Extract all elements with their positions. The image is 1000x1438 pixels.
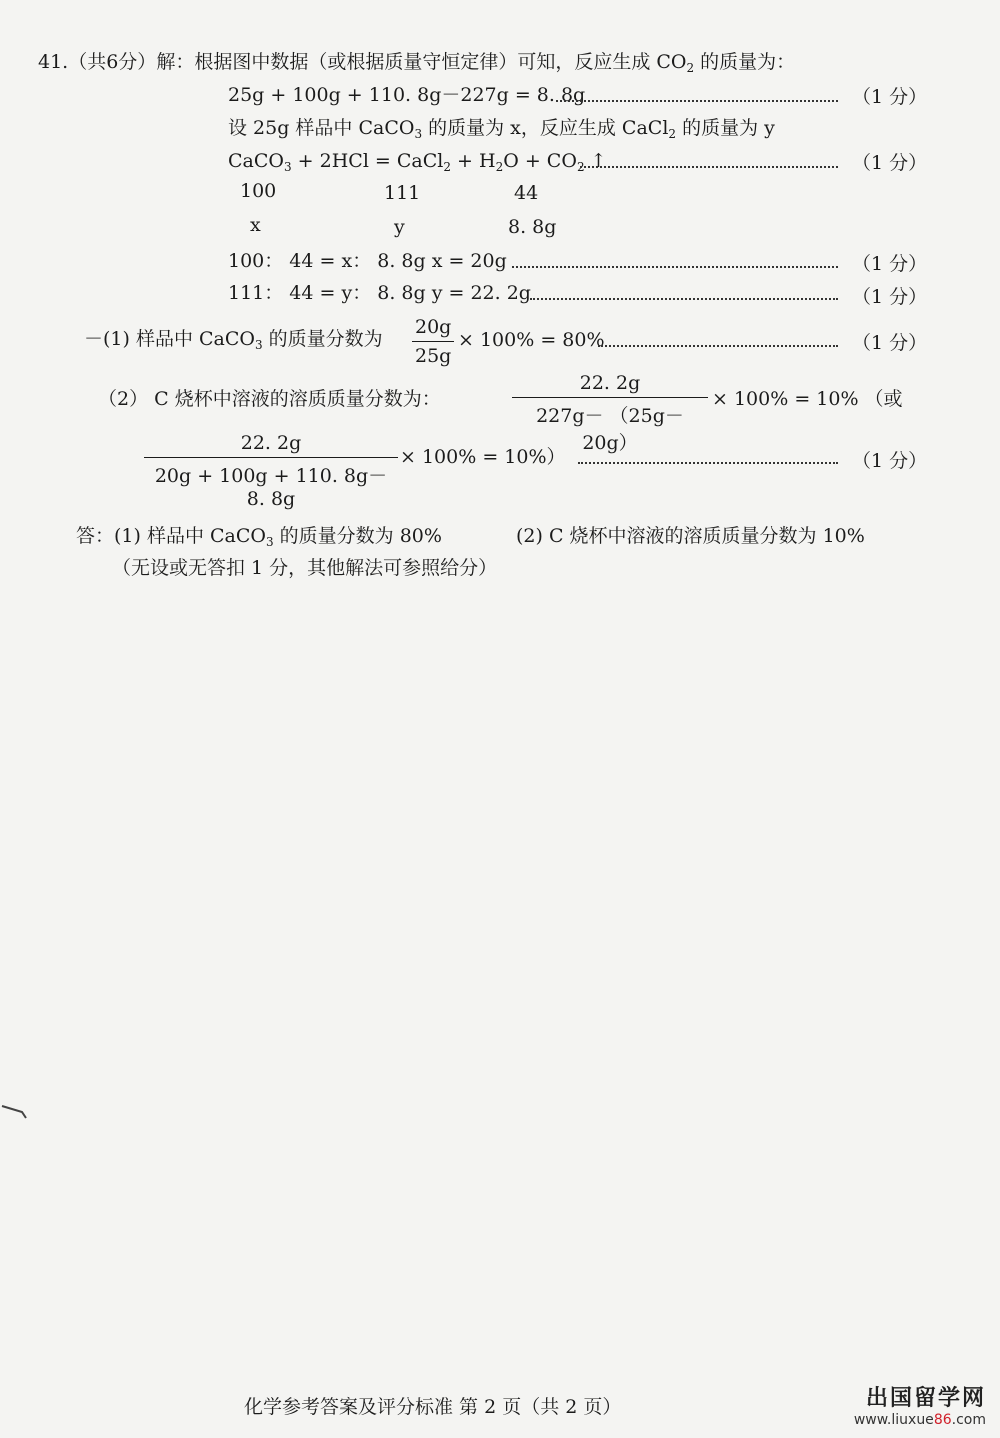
molar-mass-co2: 44 <box>514 182 539 204</box>
dot-leader <box>598 345 838 347</box>
part1-result: × 100% = 80% <box>458 329 605 351</box>
dot-leader <box>556 100 838 102</box>
question-header: 41.（共6分）解：根据图中数据（或根据质量守恒定律）可知，反应生成 $CO_2$ 的质量为： <box>38 51 796 75</box>
dot-leader <box>530 298 838 300</box>
part2-result: × 100% = 10% （或 <box>712 388 903 410</box>
part2-label: （2） C 烧杯中溶液的溶质质量分数为： <box>98 388 441 410</box>
dot-leader <box>512 266 838 268</box>
co2-mass: 8. 8g <box>508 216 557 238</box>
scoring-note: （无设或无答扣 1 分，其他解法可参照给分） <box>112 557 498 579</box>
score-mark: （1 分） <box>852 152 928 174</box>
molar-mass-caco3: 100 <box>240 180 277 202</box>
score-mark: （1 分） <box>852 253 928 275</box>
score-mark: （1 分） <box>852 332 928 354</box>
molar-mass-cacl2: 111 <box>384 182 421 204</box>
solve-label: 解： <box>156 51 195 73</box>
ratio-line-y: 111： 44 = y： 8. 8g y = 22. 2g <box>228 282 531 304</box>
unknown-x: x <box>250 214 261 236</box>
dot-leader <box>578 462 838 464</box>
ratio-line-x: 100： 44 = x： 8. 8g x = 20g <box>228 250 507 272</box>
score-mark: （1 分） <box>852 286 928 308</box>
reaction-equation: CaCO$_3$ + 2HCl = CaCl$_2$ + $H_2O + CO_2$ ↑ <box>228 150 607 174</box>
question-points: （共6分） <box>68 51 157 73</box>
dot-leader <box>580 166 838 168</box>
answer-line: 答：(1) 样品中 CaCO$_3$ 的质量分数为 80% <box>76 525 442 549</box>
part1-label: －(1) 样品中 CaCO$_3$ 的质量分数为 <box>84 328 383 352</box>
mass-equation: 25g + 100g + 110. 8g－227g = 8. 8g <box>228 84 586 106</box>
score-mark: （1 分） <box>852 86 928 108</box>
intro-text: 根据图中数据（或根据质量守恒定律）可知，反应生成 CO <box>194 51 687 73</box>
watermark-url: www.liuxue86.com <box>853 1412 986 1428</box>
question-number: 41. <box>38 51 69 73</box>
score-mark: （1 分） <box>852 450 928 472</box>
part1-fraction: $\frac{20g}{25g}$ <box>412 316 454 367</box>
answer-part2: (2) C 烧杯中溶液的溶质质量分数为 10% <box>516 525 865 547</box>
page-footer: 化学参考答案及评分标准 第 2 页（共 2 页） <box>244 1396 622 1418</box>
scan-mark-icon <box>0 1100 30 1120</box>
assumption-text: 设 25g 样品中 CaCO$_3$ 的质量为 x，反应生成 CaCl$_2$ 的质量为 y <box>228 117 775 141</box>
part2-fraction: $\frac{22. 2g}{227g- (25g-20g)}$ <box>512 372 708 455</box>
part2-alt-result: × 100% = 10%） <box>400 446 566 468</box>
unknown-y: y <box>394 216 405 238</box>
watermark-name: 出国留学网 <box>865 1386 986 1411</box>
site-watermark <box>854 1381 986 1428</box>
part2-alt-fraction: $\frac{22. 2g}{20g + 100g + 110. 8g-8. 8g}$ <box>144 432 398 510</box>
